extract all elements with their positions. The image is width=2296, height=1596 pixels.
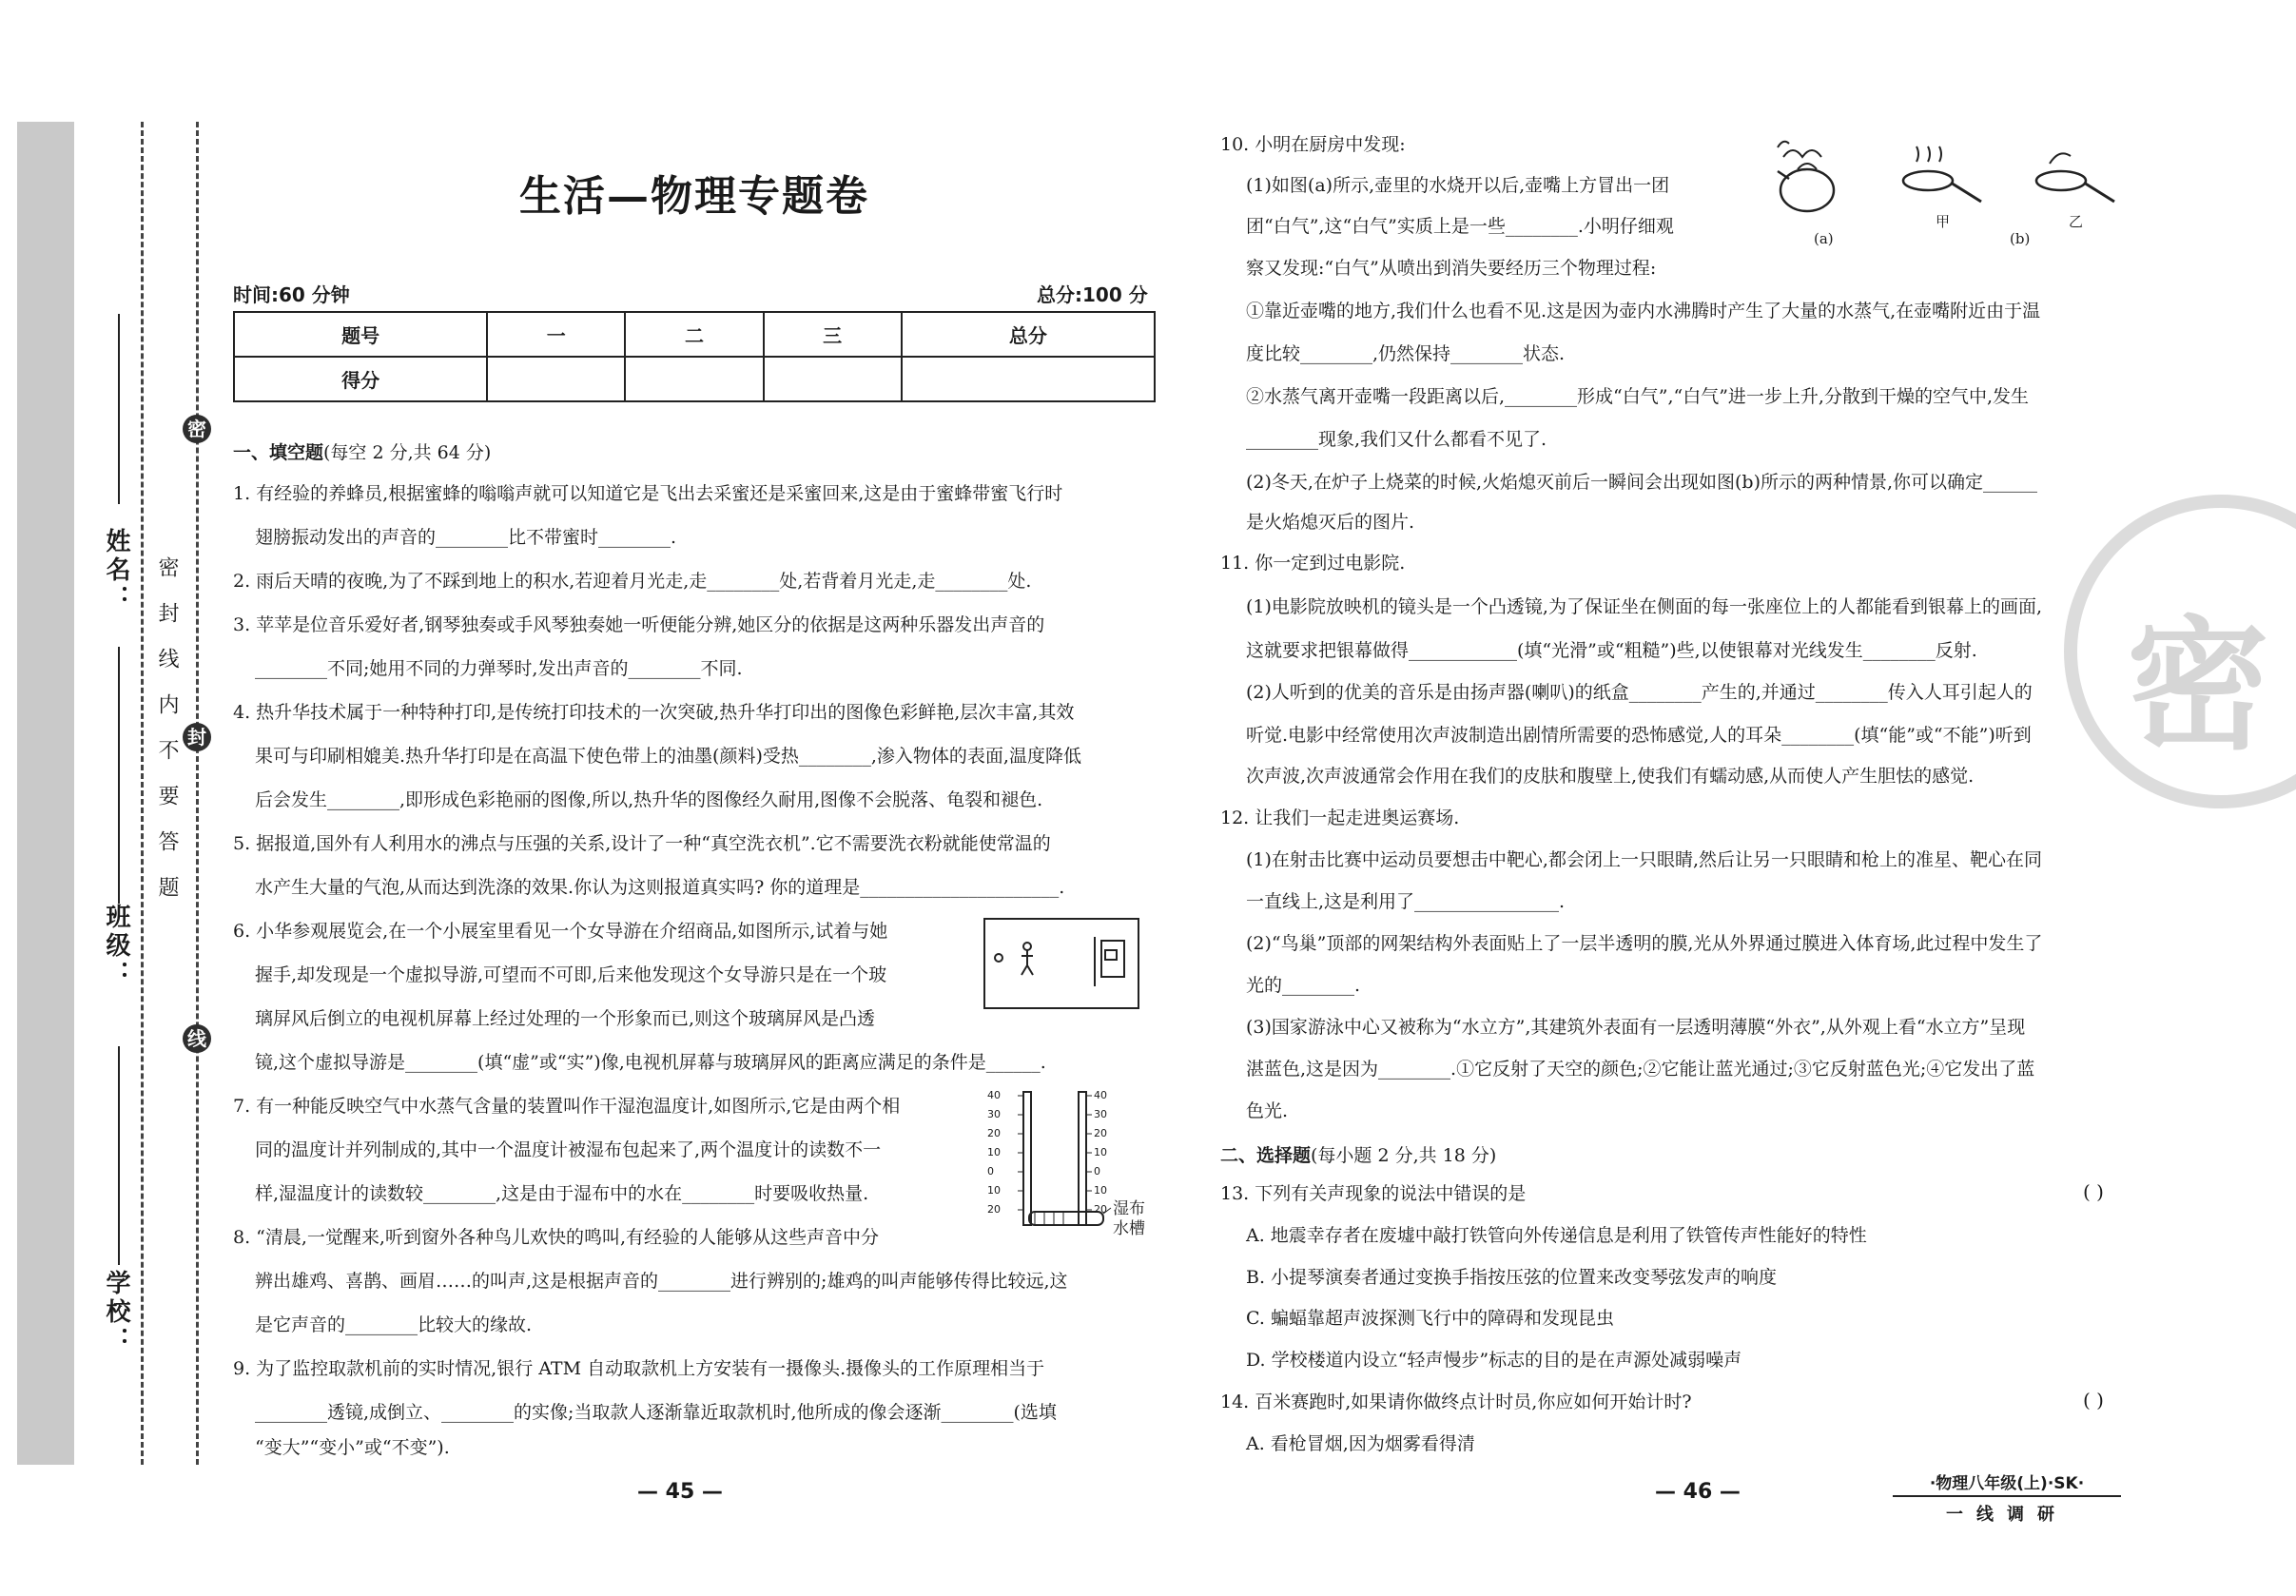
fig-yi-label: 乙 — [2069, 213, 2084, 230]
question-line: 听觉.电影中经常使用次声波制造出剧情所需要的恐怖感觉,人的耳朵________(填“能”或“不能”)听到 — [1246, 725, 2032, 746]
class-fill-line — [118, 647, 120, 904]
page-number-right: — 46 — — [1655, 1480, 1741, 1504]
q10-figure — [1764, 133, 2164, 252]
tick-label: 10 — [987, 1146, 1001, 1158]
tick-label: 40 — [987, 1089, 1001, 1101]
thermo-left-scale — [987, 1086, 1001, 1219]
question-line: 4. 热升华技术属于一种特种打印,是传统打印技术的一次突破,热升华打印出的图像色彩鲜艳,层次丰富,其效 — [233, 702, 1075, 723]
question-line: 11. 你一定到过电影院. — [1220, 553, 1406, 574]
option-line: B. 小提琴演奏者通过变换手指按压弦的位置来改变琴弦发声的响度 — [1246, 1267, 1778, 1288]
binding-dashed-line — [141, 122, 144, 1465]
question-line: 2. 雨后天晴的夜晚,为了不踩到地上的积水,若迎着月光走,走________处,若背着月光走,走________处. — [233, 571, 1032, 592]
question-line: 握手,却发现是一个虚拟导游,可望而不可即,后来他发现这个女导游只是在一个玻 — [255, 964, 887, 985]
section-2-title: 二、选择题 — [1220, 1145, 1312, 1166]
exam-total-score: 总分:100 分 — [1037, 283, 1148, 306]
tick-label: 20 — [987, 1203, 1001, 1216]
question-line: ________不同;她用不同的力弹琴时,发出声音的________不同. — [255, 658, 743, 679]
question-line: 14. 百米赛跑时,如果请你做终点计时员,你应如何开始计时? — [1220, 1392, 1692, 1412]
score-cell-header: 总分 — [902, 312, 1155, 357]
score-cell-header: 一 — [487, 312, 625, 357]
option-line: A. 看枪冒烟,因为烟雾看得清 — [1246, 1433, 1475, 1454]
option-line: D. 学校楼道内设立“轻声慢步”标志的目的是在声源处减弱噪声 — [1246, 1350, 1742, 1371]
tick-label: 10 — [1094, 1184, 1107, 1197]
question-line: 次声波,次声波通常会作用在我们的皮肤和腹壁上,使我们有蠕动感,从而使人产生胆怯的感觉. — [1246, 766, 1975, 787]
question-line: 6. 小华参观展览会,在一个小展室里看见一个女导游在介绍商品,如图所示,试着与她 — [233, 921, 888, 942]
tick-label: 40 — [1094, 1089, 1107, 1101]
question-line: 是火焰熄灭后的图片. — [1246, 512, 1415, 533]
question-line: 辨出雄鸡、喜鹊、画眉……的叫声,这是根据声音的________进行辨别的;雄鸡的叫声能够传得比较远,这 — [255, 1271, 1068, 1292]
seal-char-xian: 线 — [183, 1024, 211, 1053]
question-line: (2)冬天,在炉子上烧菜的时候,火焰熄灭前后一瞬间会出现如图(b)所示的两种情景,你可以确定______ — [1246, 472, 2038, 493]
section-1-title: 一、填空题 — [233, 442, 324, 463]
question-line: 5. 据报道,国外有人利用水的沸点与压强的关系,设计了一种“真空洗衣机”.它不需要洗衣粉就能使常温的 — [233, 833, 1051, 854]
question-line: ________透镜,成倒立、________的实像;当取款人逐渐靠近取款机时,他所成的像会逐渐________(选填 — [255, 1402, 1057, 1423]
question-line: 璃屏风后倒立的电视机屏幕上经过处理的一个形象而已,则这个玻璃屏风是凸透 — [255, 1008, 876, 1029]
question-line: ①靠近壶嘴的地方,我们什么也看不见.这是因为壶内水沸腾时产生了大量的水蒸气,在壶嘴附近由于温 — [1246, 301, 2041, 321]
section-1-heading — [233, 438, 491, 464]
thermometer-diagram — [987, 1086, 1177, 1238]
question-line: (2)“鸟巢”顶部的网架结构外表面贴上了一层半透明的膜,光从外界通过膜进入体育场,此过程中发生了 — [1246, 933, 2043, 954]
score-table-header-row — [234, 312, 1155, 357]
fig-b-label: (b) — [2010, 230, 2031, 247]
tick-label: 0 — [987, 1165, 994, 1178]
fig-a-label: (a) — [1814, 230, 1834, 247]
question-line: (1)电影院放映机的镜头是一个凸透镜,为了保证坐在侧面的每一张座位上的人都能看到银幕上的画面, — [1246, 596, 2042, 617]
score-cell-header: 三 — [764, 312, 902, 357]
question-line: (1)如图(a)所示,壶里的水烧开以后,壶嘴上方冒出一团 — [1246, 175, 1670, 196]
question-line: 8. “清晨,一觉醒来,听到窗外各种鸟儿欢快的鸣叫,有经验的人能够从这些声音中分 — [233, 1227, 880, 1248]
section-1-note: (每空 2 分,共 64 分) — [323, 442, 492, 463]
question-line: 12. 让我们一起走进奥运赛场. — [1220, 808, 1460, 828]
name-label: 姓名： — [102, 528, 130, 613]
score-blank-cell[interactable] — [487, 357, 625, 401]
question-line: 同的温度计并列制成的,其中一个温度计被湿布包起来了,两个温度计的读数不一 — [255, 1139, 882, 1160]
virtual-guide-diagram — [985, 920, 1138, 1007]
watermark-seal-char: 密 — [2127, 604, 2270, 769]
score-table-score-row — [234, 357, 1155, 401]
school-label: 学校： — [102, 1270, 130, 1355]
name-fill-line — [118, 314, 120, 504]
page-number-left: — 45 — — [637, 1480, 723, 1504]
question-line: (2)人听到的优美的音乐是由扬声器(喇叭)的纸盒________产生的,并通过________传入人耳引起人的 — [1246, 682, 2033, 703]
q6-figure — [983, 918, 1139, 1009]
question-line: 果可与印刷相媲美.热升华打印是在高温下使色带上的油墨(颜料)受热________,渗入物体的表面,温度降低 — [255, 746, 1081, 767]
thermo-right-scale — [1094, 1086, 1107, 1219]
question-line: (3)国家游泳中心又被称为“水立方”,其建筑外表面有一层透明薄膜“外衣”,从外观上看“水立方”呈现 — [1246, 1017, 2026, 1038]
question-line: 色光. — [1246, 1100, 1289, 1121]
section-2-heading — [1220, 1141, 1496, 1167]
tick-label: 20 — [987, 1127, 1001, 1139]
tick-label: 30 — [987, 1108, 1001, 1120]
kettle-and-pan-diagram — [1764, 133, 2164, 238]
answer-paren-13[interactable]: ( ) — [2083, 1180, 2104, 1203]
question-line: 样,湿温度计的读数较________,这是由于湿布中的水在________时要吸收热量. — [255, 1183, 869, 1204]
question-line: 一直线上,这是利用了________________. — [1246, 891, 1566, 912]
score-blank-cell[interactable] — [902, 357, 1155, 401]
score-row-label: 得分 — [234, 357, 487, 401]
question-line: 团“白气”,这“白气”实质上是一些________.小明仔细观 — [1246, 216, 1674, 237]
tick-label: 20 — [1094, 1127, 1107, 1139]
question-line: 翅膀振动发出的声音的________比不带蜜时________. — [255, 527, 677, 548]
footer-series-name: 一线调研 — [1946, 1505, 2068, 1525]
seal-char-feng: 封 — [183, 723, 211, 751]
tick-label: 10 — [1094, 1146, 1107, 1158]
question-line: 察又发现:“白气”从喷出到消失要经历三个物理过程: — [1246, 258, 1657, 279]
question-line: 光的________. — [1246, 975, 1361, 996]
school-fill-line — [118, 1046, 120, 1265]
score-cell-header: 题号 — [234, 312, 487, 357]
answer-paren-14[interactable]: ( ) — [2083, 1389, 2104, 1411]
question-line: 10. 小明在厨房中发现: — [1220, 134, 1406, 155]
score-table — [233, 311, 1156, 402]
fig-jia-label: 甲 — [1936, 213, 1951, 230]
question-line: ②水蒸气离开壶嘴一段距离以后,________形成“白气”,“白气”进一步上升,分散到干燥的空气中,发生 — [1246, 386, 2030, 407]
class-label: 班级： — [102, 904, 130, 989]
question-line: “变大”“变小”或“不变”). — [255, 1437, 450, 1458]
question-line: (1)在射击比赛中运动员要想击中靶心,都会闭上一只眼睛,然后让另一只眼睛和枪上的准星、靶心在同 — [1246, 849, 2042, 870]
tick-label: 10 — [987, 1184, 1001, 1197]
question-line: 镜,这个虚拟导游是________(填“虚”或“实”)像,电视机屏幕与玻璃屏风的距离应满足的条件是______. — [255, 1052, 1046, 1073]
footer-book-info: ·物理八年级(上)·SK· — [1893, 1469, 2121, 1497]
page-title: 生活—物理专题卷 — [519, 172, 869, 221]
score-blank-cell[interactable] — [625, 357, 763, 401]
question-line: 这就要求把银幕做得____________(填“光滑”或“粗糙”)些,以使银幕对光线发生________反射. — [1246, 640, 1977, 661]
question-line: 是它声音的________比较大的缘故. — [255, 1314, 533, 1335]
question-line: 水产生大量的气泡,从而达到洗涤的效果.你认为这则报道真实吗? 你的道理是______________________. — [255, 877, 1065, 898]
question-line: 后会发生________,即形成色彩艳丽的图像,所以,热升华的图像经久耐用,图像不会脱落、龟裂和褪色. — [255, 789, 1043, 810]
question-line: 度比较________,仍然保持________状态. — [1246, 343, 1566, 364]
question-line: 1. 有经验的养蜂员,根据蜜蜂的嗡嗡声就可以知道它是飞出去采蜜还是采蜜回来,这是由于蜜蜂带蜜飞行时 — [233, 483, 1063, 504]
seal-warning-text: 密封线内不要答题 — [155, 556, 179, 922]
water-tank-label: 水槽 — [1113, 1219, 1145, 1238]
option-line: C. 蝙蝠靠超声波探测飞行中的障碍和发现昆虫 — [1246, 1308, 1614, 1329]
exam-time: 时间:60 分钟 — [233, 283, 350, 306]
question-line: 湛蓝色,这是因为________.①它反射了天空的颜色;②它能让蓝光通过;③它反射蓝色光;④它发出了蓝 — [1246, 1059, 2035, 1080]
section-2-note: (每小题 2 分,共 18 分) — [1311, 1145, 1497, 1166]
option-line: A. 地震幸存者在废墟中敲打铁管向外传递信息是利用了铁管传声性能好的特性 — [1246, 1225, 1867, 1246]
q7-thermometer-figure — [987, 1086, 1177, 1238]
tick-label: 0 — [1094, 1165, 1100, 1178]
wet-cloth-label: 湿布 — [1113, 1199, 1145, 1218]
question-line: 9. 为了监控取款机前的实时情况,银行 ATM 自动取款机上方安装有一摄像头.摄像头的工作原理相当于 — [233, 1358, 1045, 1379]
tick-label: 30 — [1094, 1108, 1107, 1120]
footer-brand — [1893, 1469, 2121, 1526]
question-line: 13. 下列有关声现象的说法中错误的是 — [1220, 1183, 1527, 1204]
score-blank-cell[interactable] — [764, 357, 902, 401]
question-line: 3. 苹苹是位音乐爱好者,钢琴独奏或手风琴独奏她一听便能分辨,她区分的依据是这两种乐器发出声音的 — [233, 614, 1045, 635]
tick-label: 20 — [1094, 1203, 1107, 1216]
question-line: 7. 有一种能反映空气中水蒸气含量的装置叫作干湿泡温度计,如图所示,它是由两个相 — [233, 1096, 901, 1117]
seal-dashed-line — [196, 122, 199, 1465]
seal-char-mi: 密 — [183, 415, 211, 443]
binding-gray-strip — [17, 122, 74, 1465]
score-cell-header: 二 — [625, 312, 763, 357]
question-line: ________现象,我们又什么都看不见了. — [1246, 429, 1547, 450]
